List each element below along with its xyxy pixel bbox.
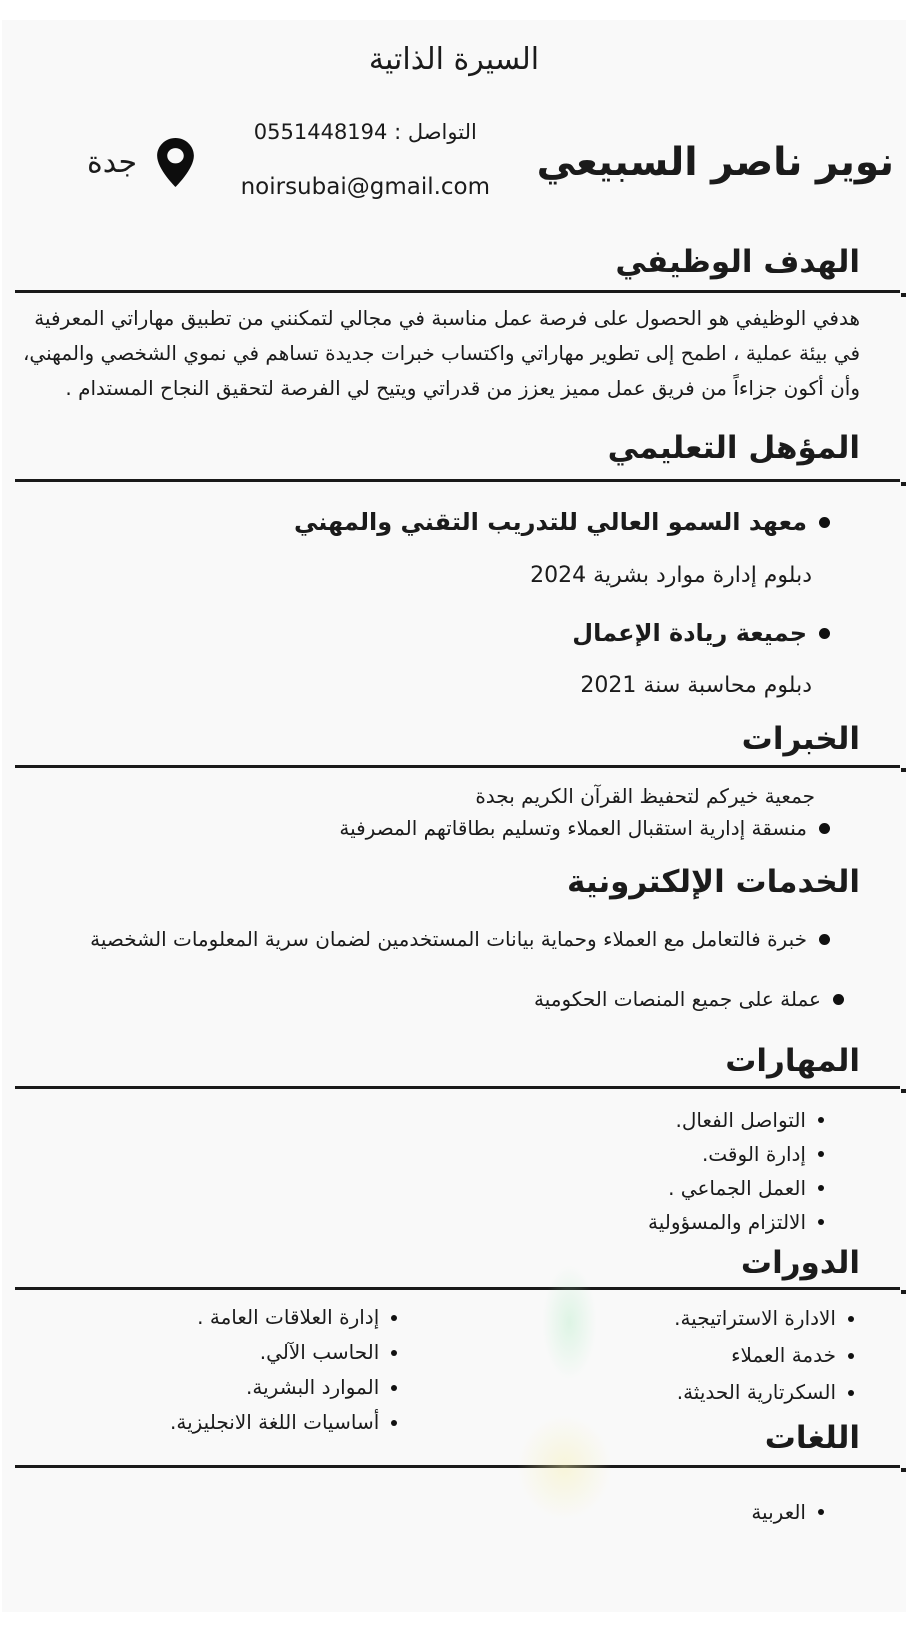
list-item-text: الادارة الاستراتيجية. <box>674 1306 836 1330</box>
objective-paragraph <box>10 301 860 406</box>
list-item <box>2 1137 824 1171</box>
paragraph-line: هدفي الوظيفي هو الحصول على فرصة عمل مناسبة في مجالي لتمكنني من تطبيق مهاراتي المعرفية <box>34 306 860 330</box>
skills-list <box>2 1103 824 1239</box>
section-languages <box>2 1416 906 1528</box>
section-skills <box>2 1039 906 1239</box>
section-rule <box>15 1465 900 1468</box>
bullet-icon <box>391 1385 397 1391</box>
list-item <box>2 1205 824 1239</box>
list-item-text: أساسيات اللغة الانجليزية. <box>170 1410 380 1434</box>
list-item <box>2 983 844 1015</box>
person-name: نوير ناصر السبيعي <box>536 139 894 185</box>
phone-line: التواصل : 0551448194 <box>253 120 477 144</box>
list-item <box>674 1337 854 1374</box>
education-detail: دبلوم محاسبة سنة 2021 <box>580 673 812 698</box>
list-item <box>170 1405 397 1440</box>
document-title: السيرة الذاتية <box>368 42 540 77</box>
section-rule <box>15 1287 900 1290</box>
bullet-icon <box>818 1219 824 1225</box>
bullet-icon <box>818 1151 824 1157</box>
bullet-icon <box>833 994 844 1005</box>
section-experience <box>2 717 906 844</box>
bullet-icon <box>819 517 830 528</box>
education-org: معهد السمو العالي للتدريب التقني والمهني <box>293 508 807 536</box>
section-eservices <box>2 860 906 1015</box>
location-block <box>87 138 194 187</box>
section-heading: المؤهل التعليمي <box>607 430 860 466</box>
education-item <box>2 613 830 653</box>
list-item-text: الالتزام والمسؤولية <box>648 1210 806 1234</box>
bullet-icon <box>848 1353 854 1359</box>
rule-dash <box>901 482 906 486</box>
list-item-text: الموارد البشرية. <box>246 1375 380 1399</box>
section-education <box>2 426 906 703</box>
bullet-icon <box>848 1316 854 1322</box>
rule-dash <box>901 1468 906 1472</box>
list-item-text: التواصل الفعال. <box>675 1108 806 1132</box>
section-heading: الخبرات <box>741 721 860 757</box>
list-item <box>2 1103 824 1137</box>
bullet-icon <box>848 1390 854 1396</box>
bullet-icon <box>818 1509 824 1515</box>
section-courses <box>2 1241 906 1440</box>
list-item <box>2 923 830 955</box>
section-heading: الهدف الوظيفي <box>615 244 860 280</box>
bullet-icon <box>818 1185 824 1191</box>
section-rule <box>15 479 900 482</box>
header <box>2 112 906 212</box>
rule-dash <box>901 1290 906 1294</box>
education-detail: دبلوم إدارة موارد بشرية 2024 <box>530 563 812 588</box>
experience-role <box>2 812 830 844</box>
list-item-text: الحاسب الآلي. <box>259 1340 380 1364</box>
section-heading: الدورات <box>740 1245 860 1281</box>
paragraph-line: وأن أكون جزاءاً من فريق عمل مميز يعزز من قدراتي ويتيح لي الفرصة لتحقيق النجاح المستدام . <box>65 376 860 400</box>
rule-dash <box>901 1089 906 1093</box>
list-item-text: العمل الجماعي . <box>668 1176 806 1200</box>
section-rule <box>15 765 900 768</box>
bullet-icon <box>818 1117 824 1123</box>
cv-document-page <box>2 20 906 1612</box>
list-item <box>2 1171 824 1205</box>
education-org: جميعة ريادة الإعمال <box>572 619 807 647</box>
list-item <box>170 1370 397 1405</box>
rule-dash <box>901 293 906 297</box>
list-item <box>170 1300 397 1335</box>
bullet-icon <box>819 628 830 639</box>
list-item <box>170 1335 397 1370</box>
list-item <box>674 1374 854 1411</box>
bullet-icon <box>391 1350 397 1356</box>
list-item-text: إدارة الوقت. <box>701 1142 806 1166</box>
courses-column-right <box>674 1300 854 1411</box>
section-heading: الخدمات الإلكترونية <box>567 864 860 900</box>
contact-block <box>241 112 490 202</box>
section-heading: اللغات <box>764 1420 860 1456</box>
paragraph-line: في بيئة عملية ، اطمح إلى تطوير مهاراتي واكتساب خبرات جديدة تساهم في نموي الشخصي والمهني، <box>22 341 860 365</box>
list-item-text: العربية <box>751 1500 806 1524</box>
experience-org: جمعية خيركم لتحفيظ القرآن الكريم بجدة <box>475 784 815 808</box>
city-label: جدة <box>87 144 138 180</box>
courses-column-left <box>170 1300 397 1440</box>
section-objective <box>2 240 906 406</box>
list-item <box>674 1300 854 1337</box>
bullet-icon <box>391 1420 397 1426</box>
list-item-text: خدمة العملاء <box>731 1343 836 1367</box>
list-item-text: عملة على جميع المنصات الحكومية <box>533 987 821 1011</box>
list-item-text: خبرة فالتعامل مع العملاء وحماية بيانات المستخدمين لضمان سرية المعلومات الشخصية <box>90 927 807 951</box>
list-item-text: إدارة العلاقات العامة . <box>197 1305 380 1329</box>
location-pin-icon <box>157 138 194 187</box>
list-item-text: السكرتارية الحديثة. <box>676 1380 836 1404</box>
section-rule <box>15 290 900 293</box>
email-address: noirsubai@gmail.com <box>240 174 491 200</box>
bullet-icon <box>819 934 830 945</box>
list-item <box>2 1496 824 1528</box>
experience-role-text: منسقة إدارية استقبال العملاء وتسليم بطاقاتهم المصرفية <box>339 816 807 840</box>
section-rule <box>15 1086 900 1089</box>
education-item <box>2 502 830 542</box>
bullet-icon <box>391 1315 397 1321</box>
section-heading: المهارات <box>725 1043 860 1079</box>
bullet-icon <box>819 823 830 834</box>
rule-dash <box>901 768 906 772</box>
